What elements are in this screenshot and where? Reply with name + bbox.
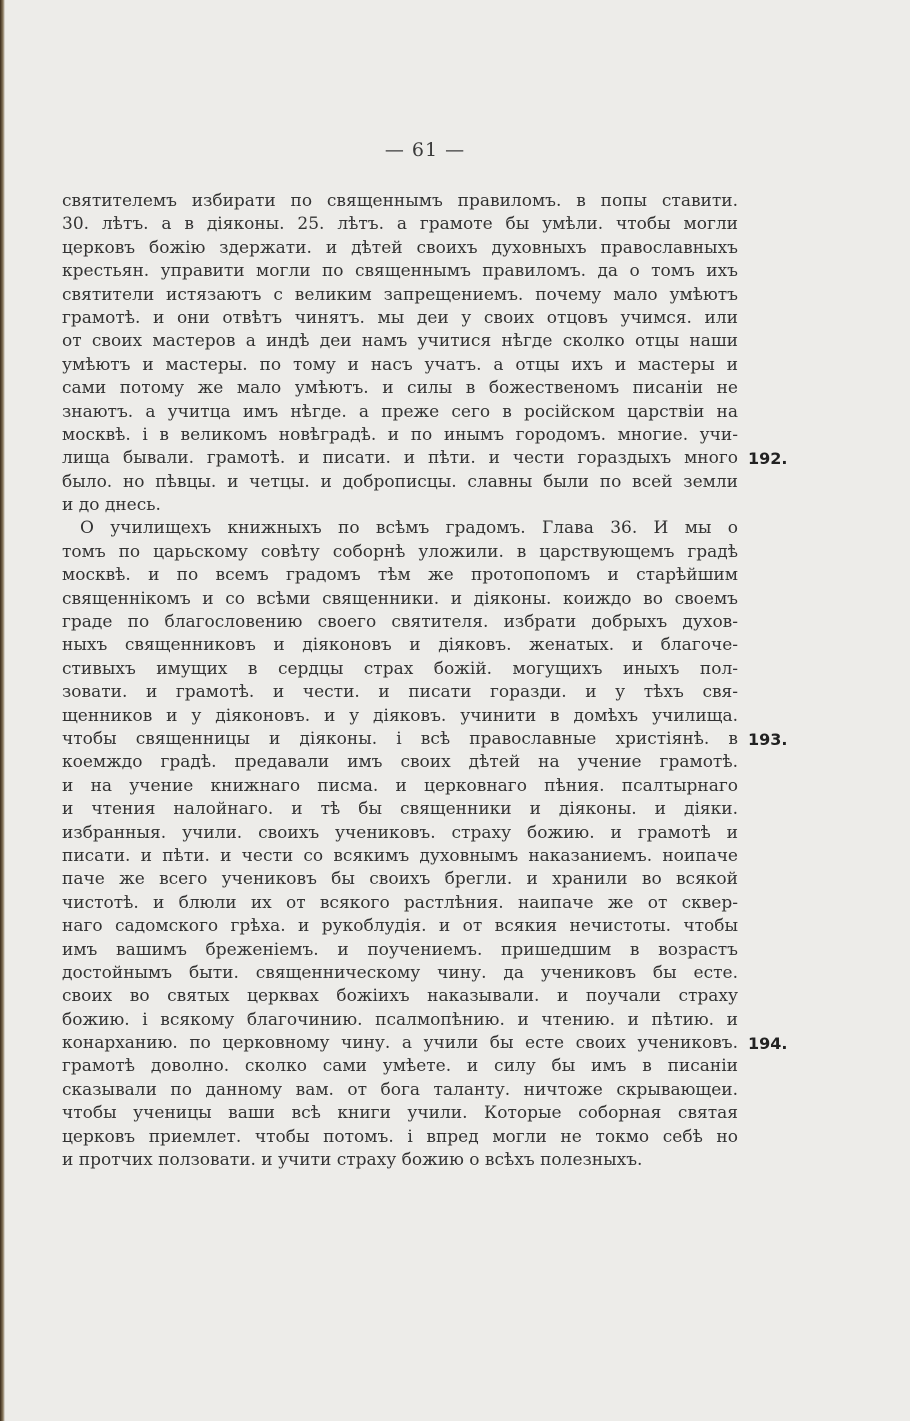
text-line: знаютъ. а учитца имъ нѣгде. а преже сего в росiйском царствiи на	[62, 401, 738, 422]
page-binding-edge	[0, 0, 5, 1421]
text-line: и чтения налойнаго. и тѣ бы священники и дiяконы. и дiяки.	[62, 799, 738, 820]
text-line: чтобы ученицы ваши всѣ книги учили. Которые соборная святая	[62, 1103, 738, 1124]
text-line: умѣютъ и мастеры. по тому и насъ учатъ. а отцы ихъ и мастеры и	[62, 354, 738, 375]
text-line: было. но пѣвцы. и четцы. и доброписцы. славны были по всей земли	[62, 471, 738, 492]
text-line: О училищехъ книжныхъ по всѣмъ градомъ. Глава 36. И мы о	[80, 518, 738, 539]
text-line: томъ по царьскому совѣту соборнѣ уложили. в царствующемъ градѣ	[62, 541, 738, 562]
margin-number: 193.	[748, 730, 788, 750]
margin-number: 192.	[748, 449, 788, 469]
text-line: граде по благословению своего святителя. избрати добрыхъ духов-	[62, 612, 738, 633]
text-line: святителемъ избирати по священнымъ правиломъ. в попы ставити.	[62, 191, 738, 211]
text-line: церковъ приемлет. чтобы потомъ. i впред могли не токмо себѣ но	[62, 1126, 738, 1147]
text-line: наго садомского грѣха. и рукоблудiя. и от всякия нечистоты. чтобы	[62, 916, 738, 937]
text-line: святители истязаютъ с великим запрещениемъ. почему мало умѣютъ	[62, 284, 738, 305]
text-line: божию. i всякому благочинию. псалмопѣнию. и чтению. и пѣтию. и	[62, 1009, 738, 1030]
text-line: зовати. и грамотѣ. и чести. и писати горазди. и у тѣхъ свя-	[62, 682, 738, 703]
page-number: — 61 —	[384, 139, 466, 161]
text-line: чтобы священницы и дiяконы. i всѣ православные христiянѣ. в	[62, 728, 738, 749]
text-line: стивыхъ имущих в сердцы страх божiй. могущихъ иныхъ пол-	[62, 658, 738, 679]
text-line: церковъ божiю здержати. и дѣтей своихъ духовныхъ православныхъ	[62, 237, 738, 258]
text-line: конарханию. по церковному чину. а учили бы есте своих учениковъ.	[62, 1033, 738, 1054]
text-line: ныхъ священниковъ и дiяконовъ и дiяковъ. женатых. и благоче-	[62, 635, 738, 656]
text-line: и протчих ползовати. и учити страху божию о всѣхъ полезныхъ.	[62, 1150, 643, 1171]
text-line: щенников и у дiяконовъ. и у дiяковъ. учинити в домѣхъ училища.	[62, 705, 738, 726]
text-line: москвѣ. i в великомъ новѣградѣ. и по инымъ городомъ. многие. учи-	[62, 424, 738, 445]
text-line: и на учение книжнаго писма. и церковнаго пѣния. псалтырнаго	[62, 775, 738, 796]
text-line: имъ вашимъ бреженiемъ. и поучениемъ. пришедшим в возрастъ	[62, 939, 738, 960]
text-line: москвѣ. и по всемъ градомъ тѣм же протопопомъ и старѣйшим	[62, 565, 738, 586]
text-line: избранныя. учили. своихъ учениковъ. страху божию. и грамотѣ и	[62, 822, 738, 843]
text-line: писати. и пѣти. и чести со всякимъ духовнымъ наказаниемъ. ноипаче	[62, 845, 738, 866]
text-line: коемждо градѣ. предавали имъ своих дѣтей на учение грамотѣ.	[62, 752, 738, 773]
text-line: грамотѣ доволно. сколко сами умѣете. и силу бы имъ в писанiи	[62, 1056, 738, 1077]
text-line: сами потому же мало умѣютъ. и силы в божественомъ писанiи не	[62, 378, 738, 399]
text-line: от своих мастеров а индѣ деи намъ учитися нѣгде сколко отцы наши	[62, 331, 738, 352]
text-line: крестьян. управити могли по священнымъ правиломъ. да о томъ ихъ	[62, 261, 738, 282]
text-line: чистотѣ. и блюли их от всякого растлѣния. наипаче же от сквер-	[62, 892, 738, 913]
text-line: священнiкомъ и со всѣми священники. и дiяконы. коиждо во своемъ	[62, 588, 738, 609]
text-line: достойнымъ быти. священническому чину. да учениковъ бы есте.	[62, 962, 738, 983]
text-line: грамотѣ. и они отвѣтъ чинятъ. мы деи у своих отцовъ учимся. или	[62, 307, 738, 328]
body-text	[62, 190, 738, 1172]
text-line: паче же всего учениковъ бы своихъ брегли. и хранили во всякой	[62, 869, 738, 890]
text-line: своих во святых церквах божiихъ наказывали. и поучали страху	[62, 986, 738, 1007]
text-line: 30. лѣтъ. а в дiяконы. 25. лѣтъ. а грамоте бы умѣли. чтобы могли	[62, 214, 738, 235]
text-line: сказывали по данному вам. от бога таланту. ничтоже скрывающеи.	[62, 1079, 738, 1100]
text-line: и до днесь.	[62, 495, 161, 516]
text-line: лища бывали. грамотѣ. и писати. и пѣти. и чести гораздыхъ много	[62, 448, 738, 469]
margin-number: 194.	[748, 1034, 788, 1054]
